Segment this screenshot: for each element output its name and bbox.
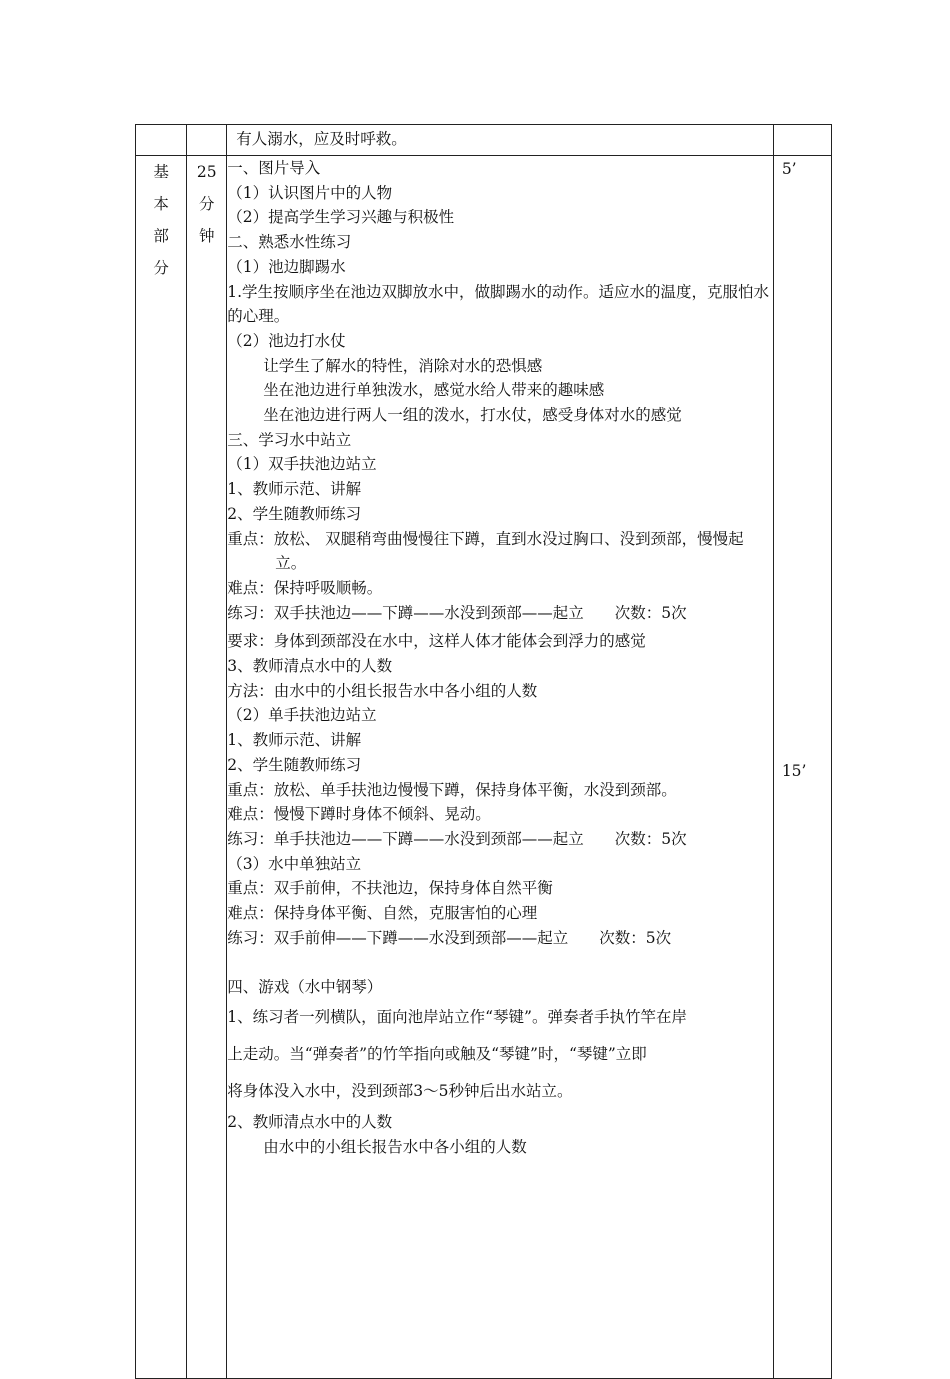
section-label-char: 本 (153, 195, 169, 213)
content-line: 由水中的小组长报告水中各小组的人数 (263, 1137, 527, 1156)
empty-cell (773, 125, 831, 156)
content-line: 1、教师示范、讲解 (227, 480, 362, 499)
game-rule-line: 1、练习者一列横队，面向池岸站立作“琴键”。弹奏者手执竹竿在岸 (227, 1008, 687, 1027)
difficulty-line: 难点：慢慢下蹲时身体不倾斜、晃动。 (227, 805, 491, 824)
duration-char: 钟 (198, 227, 215, 245)
practice-line: 练习：双手前伸——下蹲——水没到颈部——起立 次数：5次 (227, 928, 672, 947)
content-paragraph: 1.学生按顺序坐在池边双脚放水中，做脚踢水的动作。适应水的温度，克服怕水的心理。 (227, 282, 770, 326)
section-label-char: 基 (153, 163, 169, 181)
content-line: （2）单手扶池边站立 (227, 706, 377, 725)
section-label-char: 部 (153, 227, 169, 245)
lesson-content-cell (227, 156, 774, 1379)
section-heading: 二、熟悉水性练习 (227, 233, 352, 252)
content-line: （2）提高学生学习兴趣与积极性 (227, 208, 455, 227)
lesson-plan-table (135, 124, 832, 1379)
content-line: 2、学生随教师练习 (227, 504, 362, 523)
time-value: 5’ (781, 160, 797, 178)
section-heading: 一、图片导入 (227, 159, 321, 177)
section-label-cell (136, 156, 187, 1379)
content-line: 2、教师清点水中的人数 (227, 1113, 393, 1132)
content-line: 2、学生随教师练习 (227, 755, 362, 774)
table-row (136, 125, 832, 156)
key-point-line: 重点：双手前伸，不扶池边，保持身体自然平衡 (227, 879, 553, 898)
content-line: 让学生了解水的特性，消除对水的恐惧感 (263, 356, 543, 375)
content-cell (227, 125, 774, 156)
practice-line: 练习：双手扶池边——下蹲——水没到颈部——起立 次数：5次 (227, 603, 687, 622)
content-line: 3、教师清点水中的人数 (227, 657, 393, 676)
content-line: （1）池边脚踢水 (227, 257, 346, 276)
method-line: 方法：由水中的小组长报告水中各小组的人数 (227, 681, 538, 700)
content-line: 坐在池边进行单独泼水，感觉水给人带来的趣味感 (263, 381, 605, 400)
content-line: （3）水中单独站立 (227, 854, 362, 873)
content-line: （1）双手扶池边站立 (227, 455, 377, 474)
requirement-line: 要求：身体到颈部没在水中，这样人体才能体会到浮力的感觉 (227, 632, 646, 651)
game-rule-line: 将身体没入水中，没到颈部3～5秒钟后出水站立。 (227, 1082, 573, 1101)
empty-cell (136, 125, 187, 156)
duration-char: 分 (198, 195, 215, 213)
time-cell (773, 156, 831, 1379)
content-line: （2）池边打水仗 (227, 331, 346, 350)
duration-value: 25 (196, 163, 217, 181)
content-text: 有人溺水，应及时呼救。 (236, 130, 407, 148)
section-heading: 四、游戏（水中钢琴） (227, 977, 383, 996)
content-line: 1、教师示范、讲解 (227, 731, 362, 750)
empty-cell (187, 125, 227, 156)
difficulty-line: 难点：保持身体平衡、自然，克服害怕的心理 (227, 904, 538, 923)
time-value: 15’ (781, 762, 807, 780)
content-line: 坐在池边进行两人一组的泼水，打水仗，感受身体对水的感觉 (263, 406, 682, 425)
table-row (136, 156, 832, 1379)
content-line: （1）认识图片中的人物 (227, 183, 393, 202)
duration-cell (187, 156, 227, 1379)
section-label-char: 分 (153, 259, 169, 277)
difficulty-line: 难点：保持呼吸顺畅。 (227, 578, 383, 597)
key-point-line: 重点：放松、 双腿稍弯曲慢慢往下蹲，直到水没过胸口、没到颈部，慢慢起立。 (227, 529, 744, 573)
section-heading: 三、学习水中站立 (227, 430, 352, 449)
practice-line: 练习：单手扶池边——下蹲——水没到颈部——起立 次数：5次 (227, 829, 687, 848)
game-rule-line: 上走动。当“弹奏者”的竹竿指向或触及“琴键”时，“琴键”立即 (227, 1045, 647, 1064)
key-point-line: 重点：放松、单手扶池边慢慢下蹲，保持身体平衡，水没到颈部。 (227, 780, 677, 799)
